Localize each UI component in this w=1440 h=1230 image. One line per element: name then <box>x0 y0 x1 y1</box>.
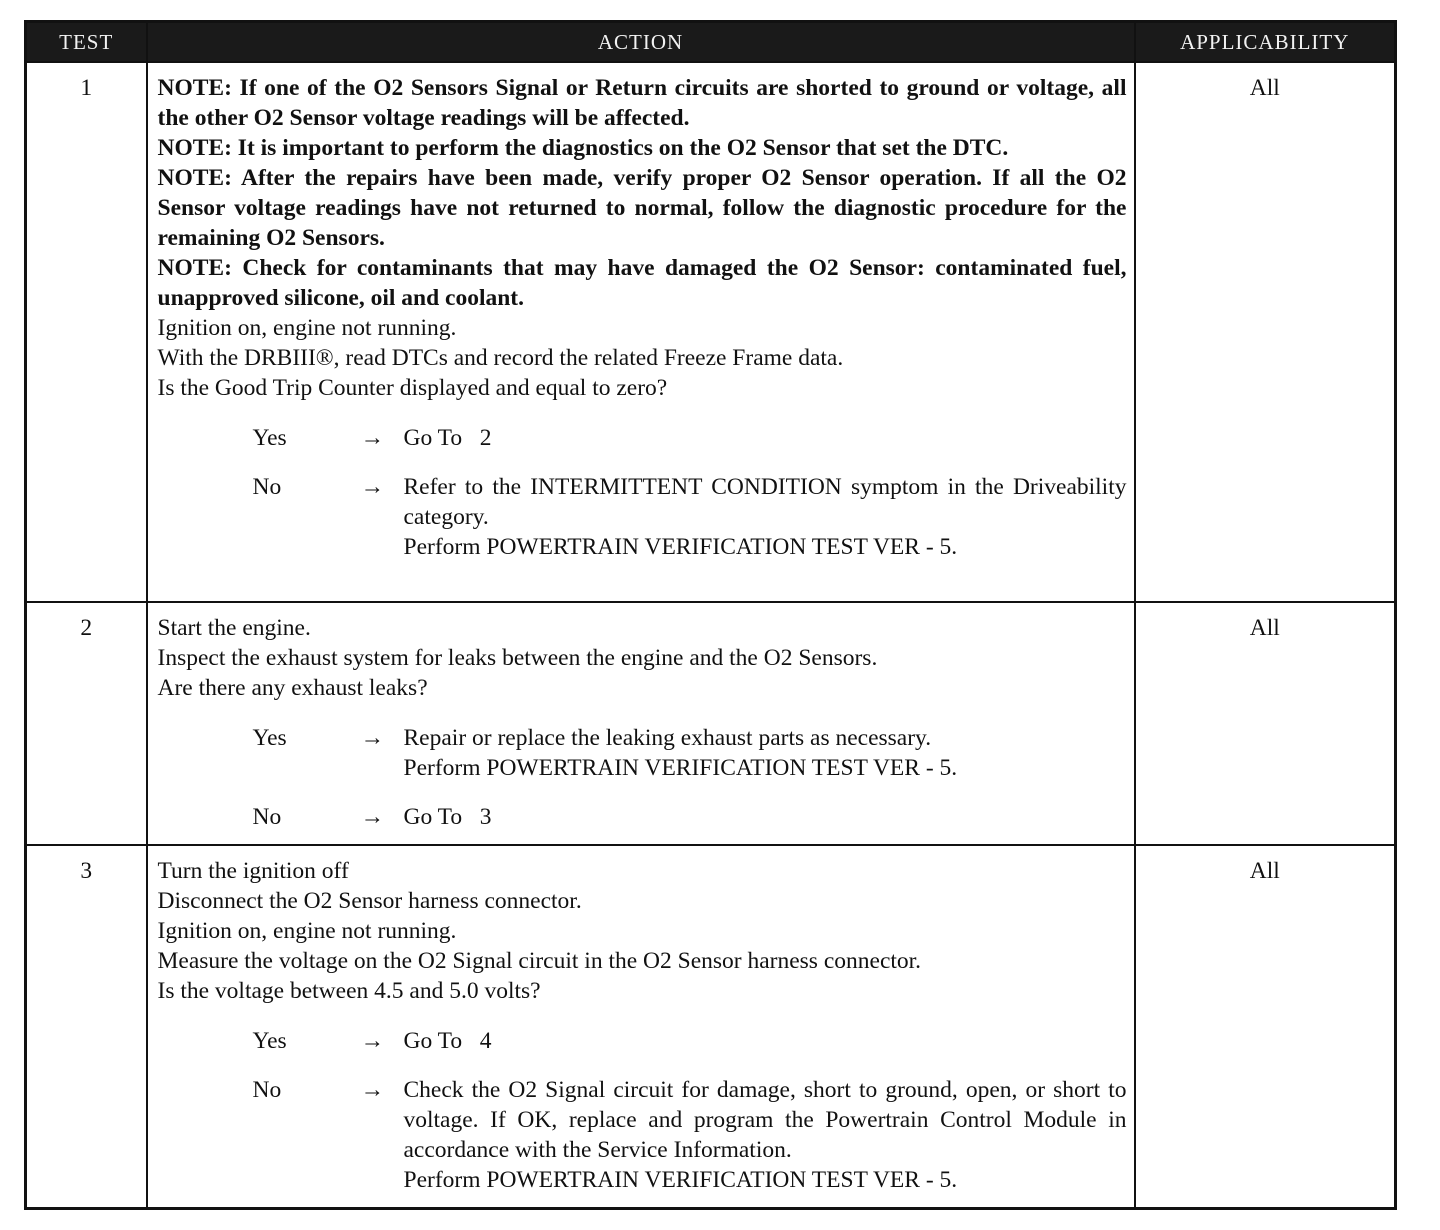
diagnostic-table <box>24 20 1397 1210</box>
answer-label: No <box>252 1077 282 1103</box>
header-action: ACTION <box>147 22 1135 63</box>
result-text: Perform POWERTRAIN VERIFICATION TEST VER - 5. <box>403 1167 958 1193</box>
goto-text: Go To 4 <box>403 1028 492 1054</box>
arrow-icon: → <box>360 425 384 451</box>
answer-label: Yes <box>252 725 287 751</box>
arrow-icon: → <box>360 1028 384 1054</box>
test-number: 1 <box>26 62 147 602</box>
test-number: 3 <box>26 845 147 1209</box>
answers <box>158 723 1127 832</box>
test-row-1 <box>26 62 1396 602</box>
answer-yes <box>253 723 1127 783</box>
result-text: Perform POWERTRAIN VERIFICATION TEST VER - 5. <box>403 755 958 781</box>
test-row-3 <box>26 845 1396 1209</box>
result-text: Perform POWERTRAIN VERIFICATION TEST VER - 5. <box>403 534 958 560</box>
answer-result <box>404 472 1127 562</box>
answer-label: Yes <box>252 425 287 451</box>
action-cell <box>147 62 1135 602</box>
answer-label: No <box>252 474 282 500</box>
step-text: With the DRBIII®, read DTCs and record the related Freeze Frame data. <box>157 345 844 371</box>
step-text: Measure the voltage on the O2 Signal circuit in the O2 Sensor harness connector. <box>157 948 922 974</box>
arrow-icon: → <box>360 1077 384 1103</box>
answers <box>158 1026 1127 1195</box>
result-text: Repair or replace the leaking exhaust parts as necessary. <box>403 725 932 751</box>
action-cell <box>147 602 1135 845</box>
step-text: Disconnect the O2 Sensor harness connector. <box>157 888 582 914</box>
header-applicability: APPLICABILITY <box>1135 22 1396 63</box>
answer-label: No <box>252 804 282 830</box>
goto-text: Go To 2 <box>403 425 492 451</box>
answer-no <box>253 472 1127 562</box>
answer-result <box>404 423 1127 453</box>
answer-label: Yes <box>252 1028 287 1054</box>
table-header-row <box>26 22 1396 63</box>
goto-text: Go To 3 <box>403 804 492 830</box>
header-test: TEST <box>26 22 147 63</box>
step-text: Ignition on, engine not running. <box>157 918 457 944</box>
arrow-icon: → <box>360 474 384 500</box>
result-text: Check the O2 Signal circuit for damage, short to ground, open, or short to voltage. If OK, replace and program the Powertrain Control Module in accordance with the Service Information. <box>403 1077 1127 1163</box>
applicability-value: All <box>1135 845 1396 1209</box>
applicability-value: All <box>1135 602 1396 845</box>
answer-yes <box>253 423 1127 453</box>
result-text: Refer to the INTERMITTENT CONDITION symptom in the Driveability category. <box>403 474 1127 530</box>
answer-result <box>404 1075 1127 1195</box>
test-number: 2 <box>26 602 147 845</box>
note-text: NOTE: It is important to perform the diagnostics on the O2 Sensor that set the DTC. <box>157 135 1009 161</box>
answer-result <box>404 1026 1127 1056</box>
question-text: Are there any exhaust leaks? <box>157 675 428 701</box>
answers <box>158 423 1127 562</box>
answer-no <box>253 802 1127 832</box>
step-text: Start the engine. <box>157 615 311 641</box>
answer-result <box>404 802 1127 832</box>
answer-yes <box>253 1026 1127 1056</box>
test-row-2 <box>26 602 1396 845</box>
applicability-value: All <box>1135 62 1396 602</box>
action-cell <box>147 845 1135 1209</box>
step-text: Turn the ignition off <box>157 858 349 884</box>
arrow-icon: → <box>360 725 384 751</box>
diagnostic-page <box>24 20 1394 1210</box>
answer-no <box>253 1075 1127 1195</box>
question-text: Is the Good Trip Counter displayed and equal to zero? <box>157 375 668 401</box>
arrow-icon: → <box>360 804 384 830</box>
answer-result <box>404 723 1127 783</box>
note-text: NOTE: If one of the O2 Sensors Signal or Return circuits are shorted to ground or voltage, all the other O2 Sensor voltage readings will be affected. <box>157 75 1127 131</box>
note-text: NOTE: After the repairs have been made, verify proper O2 Sensor operation. If all the O2 Sensor voltage readings have not returned to normal, follow the diagnostic procedure for the remaining O2 Sensors. <box>157 165 1127 251</box>
step-text: Inspect the exhaust system for leaks between the engine and the O2 Sensors. <box>157 645 878 671</box>
step-text: Ignition on, engine not running. <box>157 315 457 341</box>
question-text: Is the voltage between 4.5 and 5.0 volts? <box>157 978 541 1004</box>
note-text: NOTE: Check for contaminants that may have damaged the O2 Sensor: contaminated fuel, unapproved silicone, oil and coolant. <box>157 255 1127 311</box>
